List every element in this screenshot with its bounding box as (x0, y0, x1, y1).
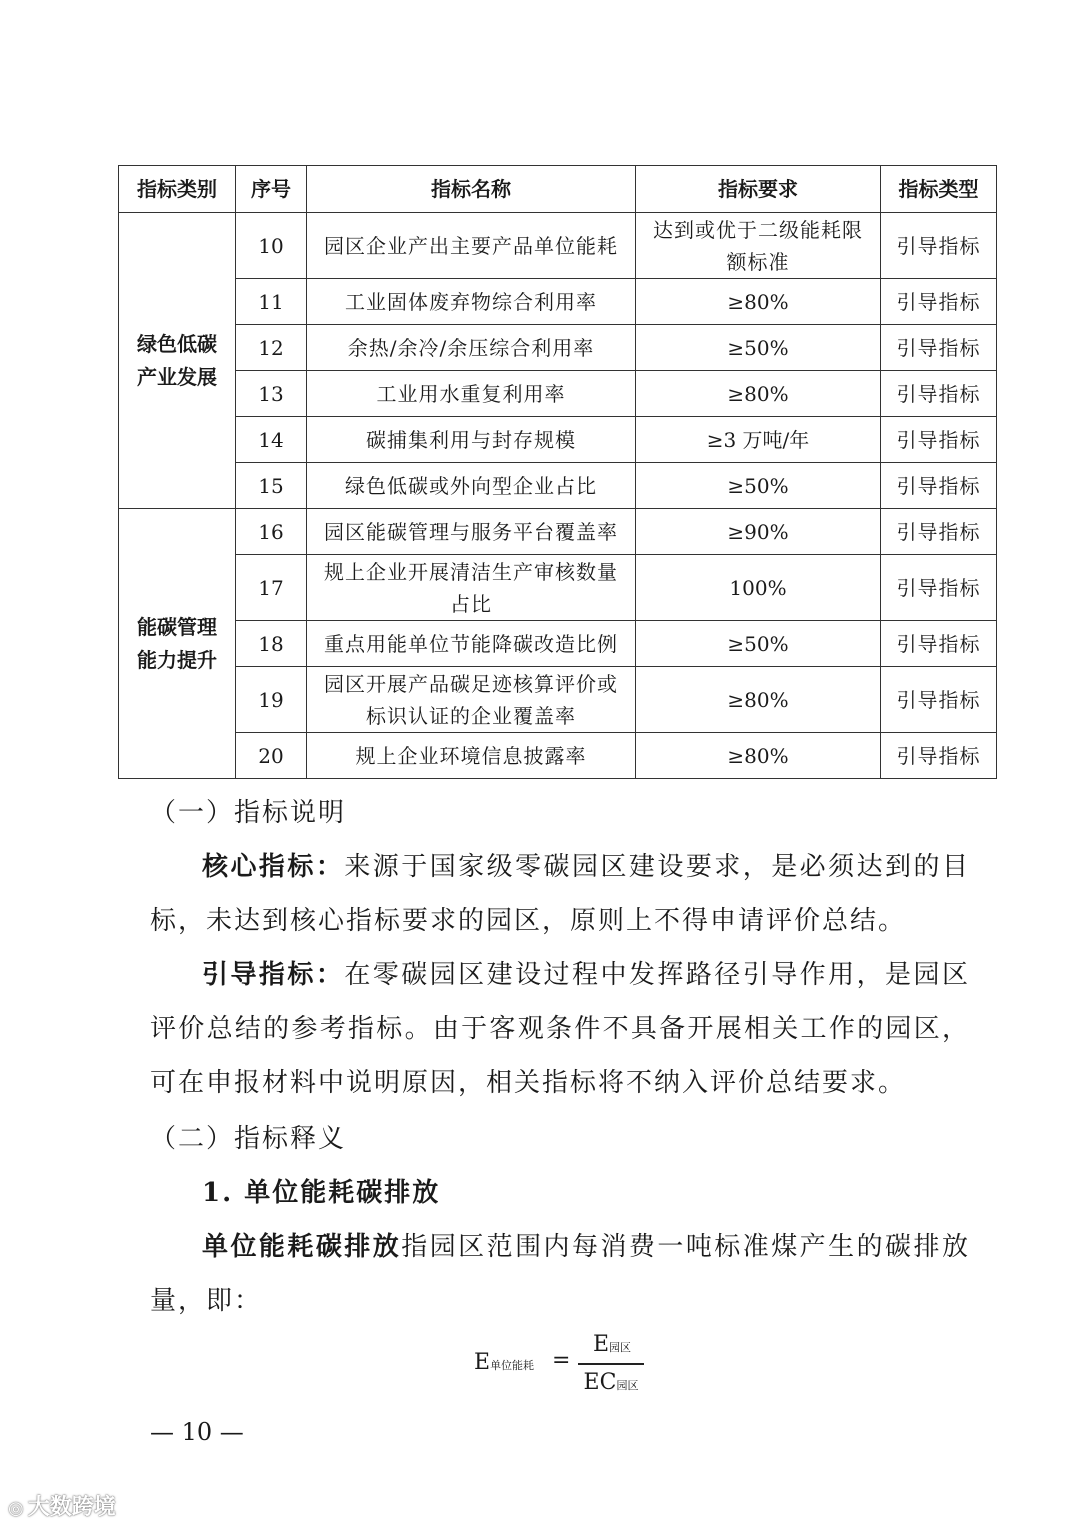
definition-term: 单位能耗碳排放 (202, 1232, 402, 1262)
table-row (119, 463, 997, 509)
table-row (119, 417, 997, 463)
indicator-requirement: ≥90% (636, 509, 881, 555)
page-number: — 10 — (150, 1418, 244, 1446)
table-row (119, 279, 997, 325)
core-indicator-label: 核心指标： (202, 852, 345, 882)
table-row (119, 371, 997, 417)
indicator-requirement: ≥50% (636, 463, 881, 509)
formula-numerator-symbol: E (592, 1332, 610, 1357)
row-number: 19 (236, 667, 307, 733)
row-number: 16 (236, 509, 307, 555)
row-number: 12 (236, 325, 307, 371)
indicator-type: 引导指标 (881, 279, 997, 325)
indicator-requirement: 100% (636, 555, 881, 621)
row-number: 20 (236, 733, 307, 779)
indicator-requirement: ≥80% (636, 733, 881, 779)
indicator-table (118, 165, 997, 779)
indicator-name: 工业固体废弃物综合利用率 (307, 279, 636, 325)
category-line: 产业发展 (137, 364, 217, 389)
table-row (119, 213, 997, 279)
indicator-type: 引导指标 (881, 325, 997, 371)
indicator-requirement: ≥80% (636, 371, 881, 417)
indicator-name: 绿色低碳或外向型企业占比 (307, 463, 636, 509)
row-number: 11 (236, 279, 307, 325)
section-heading-indicator-definition: （二）指标释义 (150, 1124, 347, 1154)
row-number: 10 (236, 213, 307, 279)
indicator-type: 引导指标 (881, 371, 997, 417)
formula-lhs-symbol: E (474, 1350, 491, 1375)
item-heading: 1. 单位能耗碳排放 (202, 1178, 441, 1208)
indicator-type: 引导指标 (881, 555, 997, 621)
header-requirement: 指标要求 (636, 166, 881, 213)
indicator-type: 引导指标 (881, 463, 997, 509)
indicator-name: 园区能碳管理与服务平台覆盖率 (307, 509, 636, 555)
formula (470, 1332, 650, 1402)
indicator-name: 规上企业开展清洁生产审核数量占比 (307, 555, 636, 621)
weibo-logo-icon: ◎ (8, 1498, 24, 1519)
fraction-bar (578, 1363, 644, 1365)
category-cell (119, 509, 236, 779)
row-number: 14 (236, 417, 307, 463)
indicator-name: 余热/余冷/余压综合利用率 (307, 325, 636, 371)
indicator-requirement: ≥3 万吨/年 (636, 417, 881, 463)
indicator-requirement: ≥50% (636, 325, 881, 371)
table-row (119, 325, 997, 371)
indicator-name: 工业用水重复利用率 (307, 371, 636, 417)
indicator-requirement: ≥80% (636, 279, 881, 325)
formula-denominator-subscript: 园区 (616, 1379, 639, 1392)
header-number: 序号 (236, 166, 307, 213)
row-number: 13 (236, 371, 307, 417)
row-number: 18 (236, 621, 307, 667)
header-name: 指标名称 (307, 166, 636, 213)
formula-numerator-subscript: 园区 (609, 1341, 632, 1354)
row-number: 15 (236, 463, 307, 509)
indicator-requirement: ≥80% (636, 667, 881, 733)
table-header-row (119, 166, 997, 213)
core-indicator-paragraph (150, 840, 970, 948)
header-category: 指标类别 (119, 166, 236, 213)
category-line: 能力提升 (137, 647, 217, 672)
guide-indicator-paragraph (150, 948, 970, 1110)
core-indicator-text: 来源于国家级零碳园区建设要求，是必须达到的目标，未达到核心指标要求的园区，原则上不得申请评价总结。 (150, 852, 970, 936)
indicator-type: 引导指标 (881, 733, 997, 779)
watermark (8, 1490, 116, 1521)
table-row (119, 733, 997, 779)
indicator-name: 园区企业产出主要产品单位能耗 (307, 213, 636, 279)
indicator-requirement: 达到或优于二级能耗限额标准 (636, 213, 881, 279)
indicator-type: 引导指标 (881, 213, 997, 279)
category-line: 能碳管理 (137, 614, 217, 639)
indicator-name: 重点用能单位节能降碳改造比例 (307, 621, 636, 667)
guide-indicator-label: 引导指标： (202, 960, 345, 990)
category-cell (119, 213, 236, 509)
indicator-requirement: ≥50% (636, 621, 881, 667)
table-row (119, 555, 997, 621)
table-row (119, 667, 997, 733)
indicator-type: 引导指标 (881, 417, 997, 463)
indicator-name: 园区开展产品碳足迹核算评价或标识认证的企业覆盖率 (307, 667, 636, 733)
indicator-name: 规上企业环境信息披露率 (307, 733, 636, 779)
table-row (119, 621, 997, 667)
formula-numerator (582, 1332, 642, 1357)
formula-equals: = (552, 1348, 571, 1373)
table-row (119, 509, 997, 555)
indicator-type: 引导指标 (881, 621, 997, 667)
category-line: 绿色低碳 (137, 331, 217, 356)
formula-lhs-subscript: 单位能耗 (490, 1359, 535, 1372)
section-heading-indicator-explanation: （一）指标说明 (150, 798, 347, 828)
formula-denominator-symbol: EC (583, 1370, 617, 1395)
formula-denominator (574, 1370, 648, 1395)
guide-indicator-text: 在零碳园区建设过程中发挥路径引导作用，是园区评价总结的参考指标。由于客观条件不具备开展相关工作的园区，可在申报材料中说明原因，相关指标将不纳入评价总结要求。 (150, 960, 970, 1098)
header-type: 指标类型 (881, 166, 997, 213)
definition-text: 指园区范围内每消费一吨标准煤产生的碳排放量，即： (150, 1232, 970, 1316)
row-number: 17 (236, 555, 307, 621)
indicator-type: 引导指标 (881, 667, 997, 733)
watermark-text: 大数跨境 (27, 1495, 116, 1520)
definition-paragraph (150, 1220, 970, 1328)
formula-lhs (474, 1350, 534, 1375)
indicator-name: 碳捕集利用与封存规模 (307, 417, 636, 463)
indicator-type: 引导指标 (881, 509, 997, 555)
